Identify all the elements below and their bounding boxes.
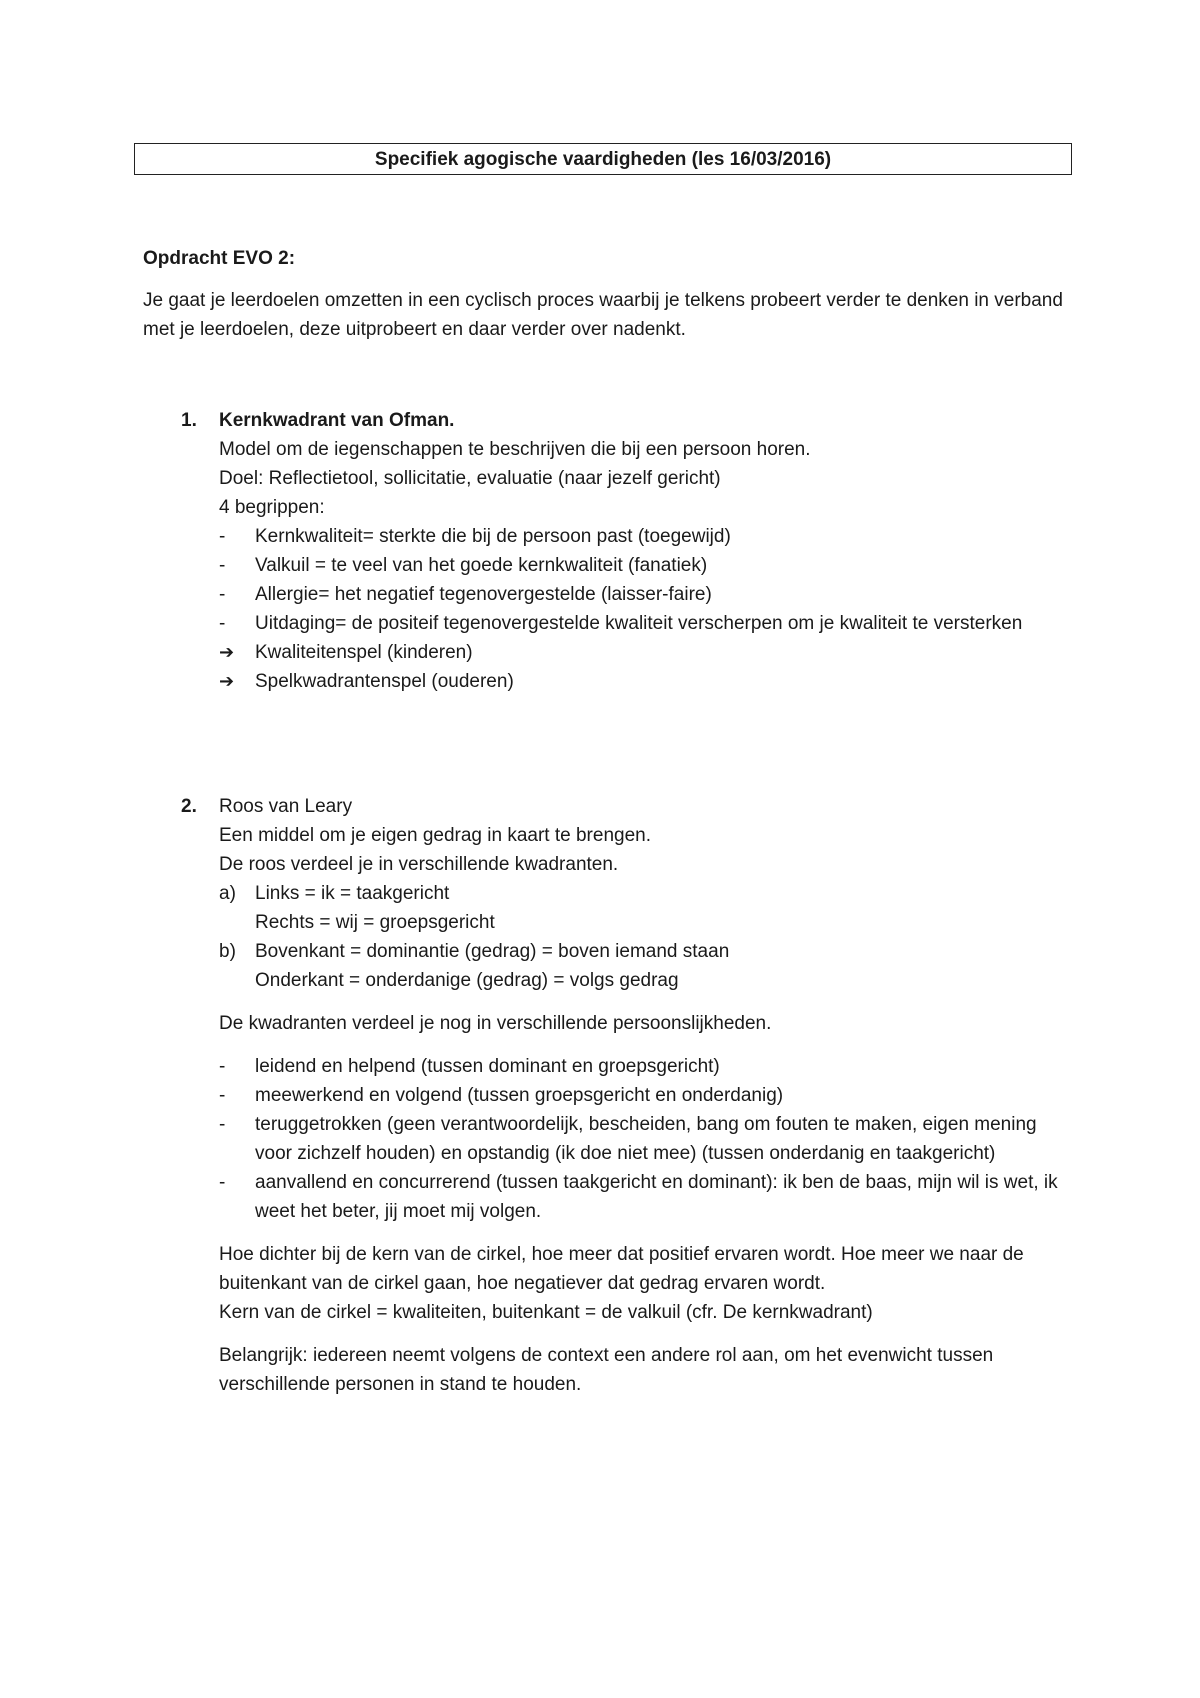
lettered-line: Links = ik = taakgericht	[255, 883, 450, 904]
list-item	[219, 522, 1069, 551]
bullet-marker: -	[219, 1114, 226, 1135]
bullet-marker: -	[219, 555, 226, 576]
list-item	[219, 1081, 1069, 1110]
list-item-text: teruggetrokken (geen verantwoordelijk, bescheiden, bang om fouten te maken, eigen mening voor zichzelf houden) en opstandig (ik doe niet mee) (tussen onderdanig en taakgericht)	[255, 1114, 1037, 1164]
list-item-text: Spelkwadrantenspel (ouderen)	[255, 671, 514, 692]
list-item-text: Uitdaging= de positeif tegenovergestelde kwaliteit verscherpen om je kwaliteit te versterken	[255, 613, 1023, 634]
text-line: De roos verdeel je in verschillende kwadranten.	[219, 854, 619, 875]
text-line: 4 begrippen:	[219, 497, 325, 518]
list-item-text: Allergie= het negatief tegenovergestelde (laisser-faire)	[255, 584, 712, 605]
list-item	[219, 638, 1069, 667]
lettered-line: Bovenkant = dominantie (gedrag) = boven iemand staan	[255, 941, 730, 962]
bullet-marker: -	[219, 1085, 226, 1106]
list-item	[219, 580, 1069, 609]
list-item-text: aanvallend en concurrerend (tussen taakgericht en dominant): ik ben de baas, mijn wil is wet, ik weet het beter, jij moet mij volgen.	[255, 1172, 1058, 1222]
list-item-text: Valkuil = te veel van het goede kernkwaliteit (fanatiek)	[255, 555, 708, 576]
lettered-line: Onderkant = onderdanige (gedrag) = volgs gedrag	[255, 970, 679, 991]
text-line: Model om de iegenschappen te beschrijven die bij een persoon horen.	[219, 439, 811, 460]
list-item	[219, 1168, 1069, 1226]
bullet-marker: -	[219, 613, 226, 634]
arrow-icon: ➔	[219, 671, 235, 691]
intro-paragraph: Je gaat je leerdoelen omzetten in een cyclisch proces waarbij je telkens probeert verder te denken in verband met je leerdoelen, deze uitprobeert en daar verder over nadenkt.	[143, 290, 1063, 340]
list-item-text: leidend en helpend (tussen dominant en groepsgericht)	[255, 1056, 720, 1077]
section-number: 1.	[181, 410, 197, 431]
list-item-text: Kwaliteitenspel (kinderen)	[255, 642, 473, 663]
lettered-line: Rechts = wij = groepsgericht	[255, 912, 495, 933]
paragraph: Hoe dichter bij de kern van de cirkel, hoe meer dat positief ervaren wordt. Hoe meer we naar de buitenkant van de cirkel gaan, hoe negatiever dat gedrag ervaren wordt.	[219, 1244, 1024, 1294]
paragraph: Kern van de cirkel = kwaliteiten, buitenkant = de valkuil (cfr. De kernkwadrant)	[219, 1302, 873, 1323]
list-item	[219, 609, 1069, 638]
lettered-item	[219, 879, 1069, 937]
list-item	[219, 667, 1069, 696]
section-title: Roos van Leary	[219, 796, 353, 817]
bullet-marker: -	[219, 526, 226, 547]
bullet-marker: -	[219, 1172, 226, 1193]
text-line: De kwadranten verdeel je nog in verschillende persoonslijkheden.	[219, 1013, 772, 1034]
section-number: 2.	[181, 796, 197, 817]
page-title: Specifiek agogische vaardigheden (les 16/03/2016)	[134, 143, 1072, 175]
letter-marker: b)	[219, 941, 236, 962]
lettered-item	[219, 937, 1069, 995]
text-line: Doel: Reflectietool, sollicitatie, evaluatie (naar jezelf gericht)	[219, 468, 721, 489]
bullet-marker: -	[219, 1056, 226, 1077]
list-item-text: meewerkend en volgend (tussen groepsgericht en onderdanig)	[255, 1085, 784, 1106]
paragraph: Belangrijk: iedereen neemt volgens de context een andere rol aan, om het evenwicht tussen verschillende personen in stand te houden.	[219, 1345, 994, 1395]
bullet-marker: -	[219, 584, 226, 605]
list-item	[219, 1110, 1069, 1168]
letter-marker: a)	[219, 883, 236, 904]
list-item	[219, 1052, 1069, 1081]
list-item	[219, 551, 1069, 580]
assignment-heading: Opdracht EVO 2:	[143, 248, 296, 269]
section-title: Kernkwadrant van Ofman.	[219, 410, 455, 431]
arrow-icon: ➔	[219, 642, 235, 662]
list-item-text: Kernkwaliteit= sterkte die bij de persoon past (toegewijd)	[255, 526, 731, 547]
text-line: Een middel om je eigen gedrag in kaart te brengen.	[219, 825, 651, 846]
